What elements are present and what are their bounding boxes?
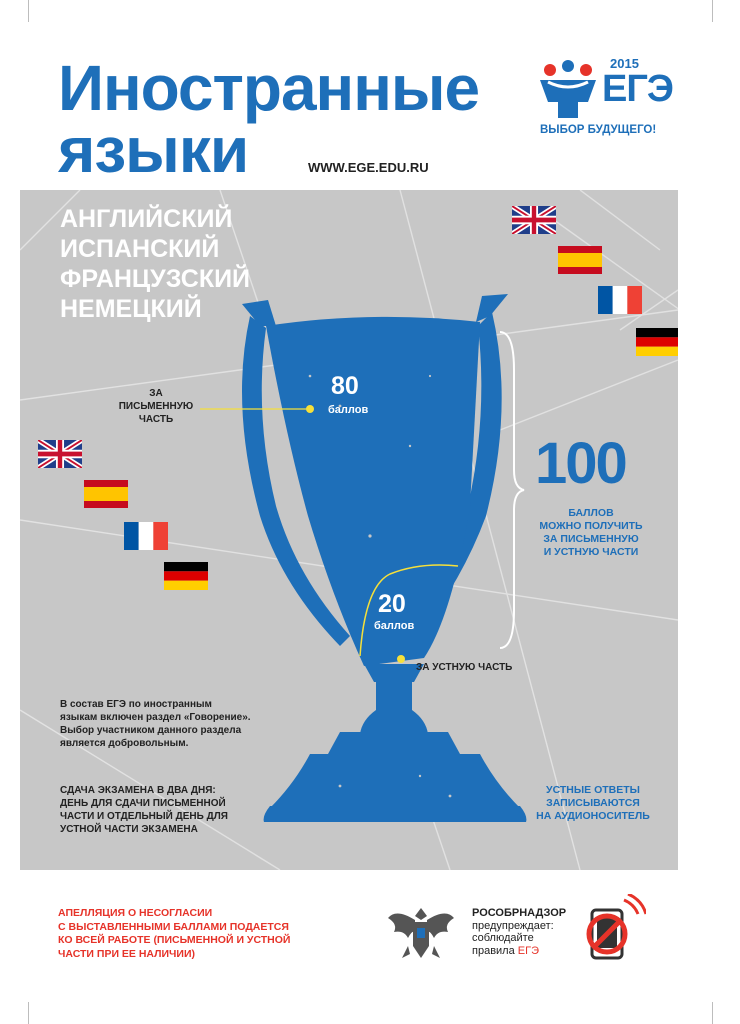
spain-flag-icon: [84, 480, 128, 508]
rosobrnadzor-rules: [472, 945, 566, 958]
appeal-note: [58, 907, 290, 961]
total-line: МОЖНО ПОЛУЧИТЬ: [539, 520, 643, 532]
germany-flag-icon: [636, 328, 678, 356]
speaking-note-line: языкам включен раздел «Говорение».: [60, 712, 251, 723]
appeal-line: С ВЫСТАВЛЕННЫМИ БАЛЛАМИ ПОДАЕТСЯ: [58, 920, 289, 933]
appeal-line: АПЕЛЛЯЦИЯ О НЕСОГЛАСИИ: [58, 907, 213, 919]
total-line: ЗА ПИСЬМЕННУЮ: [543, 533, 639, 545]
speaking-note-line: Выбор участником данного раздела: [60, 725, 242, 736]
website-link[interactable]: WWW.EGE.EDU.RU: [308, 160, 429, 175]
oral-pointer: [395, 653, 407, 665]
rosobrnadzor-warning: соблюдайте: [472, 932, 534, 944]
language-item: ИСПАНСКИЙ: [60, 235, 220, 263]
uk-flag-icon: [512, 206, 556, 234]
double-eagle-emblem-icon: [386, 902, 456, 966]
appeal-line: КО ВСЕЙ РАБОТЕ (ПИСЬМЕННОЙ И УСТНОЙ: [58, 934, 291, 946]
logo-slogan: ВЫБОР БУДУЩЕГО!: [540, 124, 657, 136]
rosobrnadzor-block: [472, 907, 566, 957]
ege-people-icon: [536, 60, 602, 122]
title-line-2: языки: [58, 114, 249, 186]
two-days-note-line: УСТНОЙ ЧАСТИ ЭКЗАМЕНА: [60, 824, 198, 835]
speaking-note-line: В состав ЕГЭ по иностранным: [60, 699, 212, 710]
france-flag-icon: [124, 522, 168, 550]
written-points-unit: баллов: [328, 404, 369, 416]
written-pointer: [200, 404, 320, 414]
info-panel: [20, 190, 678, 870]
two-days-note-line: ЧАСТИ И ОТДЕЛЬНЫЙ ДЕНЬ ДЛЯ: [60, 811, 228, 822]
no-phone-icon: [582, 894, 646, 964]
two-days-note-line: СДАЧА ЭКЗАМЕНА В ДВА ДНЯ:: [60, 785, 216, 796]
recording-note-line: ЗАПИСЫВАЮТСЯ: [546, 797, 640, 809]
oral-points: 20: [378, 590, 406, 618]
crop-mark: [28, 1002, 29, 1024]
written-points: 80: [331, 372, 359, 400]
ege-logo: [536, 54, 686, 140]
total-points: 100: [535, 431, 626, 496]
recording-note-line: НА АУДИОНОСИТЕЛЬ: [536, 810, 650, 822]
crop-mark: [712, 0, 713, 22]
logo-year: 2015: [610, 56, 639, 71]
total-line: БАЛЛОВ: [568, 507, 614, 519]
language-item: НЕМЕЦКИЙ: [60, 295, 202, 323]
two-days-note-line: ДЕНЬ ДЛЯ СДАЧИ ПИСЬМЕННОЙ: [60, 798, 226, 809]
written-label: [108, 387, 204, 426]
total-line: И УСТНУЮ ЧАСТИ: [543, 546, 639, 558]
rosobrnadzor-name: РОСОБРНАДЗОР: [472, 907, 567, 919]
oral-points-unit: баллов: [374, 620, 415, 632]
recording-note: [526, 784, 660, 823]
speaking-note: [60, 698, 251, 750]
rules-prefix: правила: [472, 944, 518, 957]
recording-note-line: УСТНЫЕ ОТВЕТЫ: [546, 784, 640, 796]
written-label-line: ЧАСТЬ: [138, 414, 174, 425]
rules-highlight: ЕГЭ: [517, 944, 539, 957]
crop-mark: [712, 1002, 713, 1024]
uk-flag-icon: [38, 440, 82, 468]
logo-text: ЕГЭ: [602, 68, 673, 110]
crop-mark: [28, 0, 29, 22]
spain-flag-icon: [558, 246, 602, 274]
language-item: ФРАНЦУЗСКИЙ: [60, 265, 251, 293]
total-description: [516, 507, 666, 559]
two-days-note: [60, 784, 228, 836]
title-line-1: Иностранные: [58, 52, 480, 124]
rosobrnadzor-warning: предупреждает:: [472, 919, 554, 932]
germany-flag-icon: [164, 562, 208, 590]
oral-label: ЗА УСТНУЮ ЧАСТЬ: [416, 662, 513, 673]
written-label-line: ПИСЬМЕННУЮ: [118, 401, 194, 412]
written-label-line: ЗА: [149, 388, 163, 399]
france-flag-icon: [598, 286, 642, 314]
language-item: АНГЛИЙСКИЙ: [60, 205, 233, 233]
speaking-note-line: является добровольным.: [60, 738, 189, 749]
total-bracket: [498, 330, 528, 650]
appeal-line: ЧАСТИ ПРИ ЕЕ НАЛИЧИИ): [58, 947, 196, 960]
